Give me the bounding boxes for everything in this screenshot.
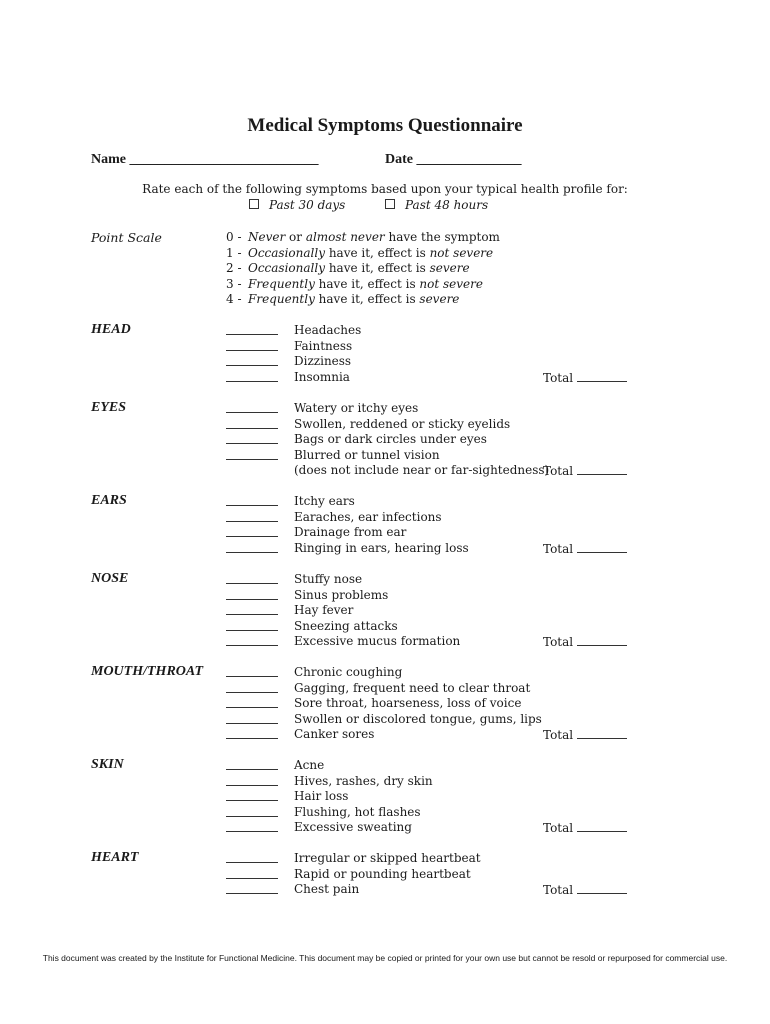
checkbox-icon[interactable]: [249, 199, 259, 209]
symptom-row: [226, 882, 574, 898]
symptom-row: [226, 509, 442, 526]
score-blank[interactable]: [226, 494, 278, 506]
section-label: EARS: [91, 493, 127, 508]
symptom-row: [226, 447, 440, 464]
section-total[interactable]: [543, 634, 627, 651]
symptom-label: Ringing in ears, hearing loss: [294, 540, 469, 555]
scale-text: Frequently: [248, 276, 315, 291]
symptom-label: Gagging, frequent need to clear throat: [294, 680, 531, 695]
symptom-label: Acne: [294, 758, 325, 772]
score-blank[interactable]: [226, 619, 278, 631]
symptom-label: Blurred or tunnel vision: [294, 447, 440, 462]
scale-text: have it, effect is: [314, 276, 420, 291]
section-label: HEAD: [91, 322, 131, 337]
scale-number: 3 -: [226, 276, 242, 291]
symptom-label: Sneezing attacks: [294, 618, 398, 633]
symptom-row: [226, 727, 574, 743]
score-blank[interactable]: [226, 727, 278, 739]
symptom-row: [226, 540, 574, 557]
symptom-label: Sinus problems: [294, 587, 389, 602]
score-blank[interactable]: [226, 401, 278, 413]
scale-text: severe: [419, 292, 460, 306]
symptom-row: [226, 773, 433, 790]
symptom-label: Excessive mucus formation: [294, 634, 461, 648]
scale-number: 0 -: [226, 230, 242, 244]
option-label: Past 30 days: [269, 198, 346, 212]
scale-text: have it, effect is: [325, 245, 430, 260]
score-blank[interactable]: [226, 867, 278, 879]
symptom-label: Excessive sweating: [294, 820, 412, 834]
symptom-label: Hair loss: [294, 789, 349, 803]
section-label: EYES: [91, 400, 127, 415]
symptom-label: Dizziness: [294, 354, 352, 368]
score-blank[interactable]: [226, 448, 278, 460]
symptom-row: [226, 432, 487, 448]
symptom-row: [226, 851, 481, 867]
score-blank[interactable]: [226, 603, 278, 615]
symptom-label: Stuffy nose: [294, 572, 363, 586]
total-label: Total: [543, 821, 574, 835]
score-blank[interactable]: [226, 541, 278, 553]
symptom-label: Earaches, ear infections: [294, 509, 442, 524]
symptom-label: Bags or dark circles under eyes: [294, 432, 487, 446]
scale-text: have it, effect is: [314, 292, 420, 306]
scale-text: or: [285, 230, 306, 244]
section-total[interactable]: [543, 820, 627, 837]
symptom-row: [226, 338, 353, 355]
symptom-list: [226, 323, 574, 385]
score-blank[interactable]: [226, 510, 278, 522]
scale-text: severe: [429, 261, 470, 275]
total-label: Total: [543, 464, 574, 478]
symptom-row: [226, 758, 325, 774]
symptom-row: [226, 804, 421, 821]
symptom-row: [226, 634, 574, 650]
date-field[interactable]: Date _______________: [385, 152, 522, 167]
score-blank[interactable]: [226, 696, 278, 708]
scale-row: [226, 277, 500, 293]
scale-text: have the symptom: [384, 230, 500, 244]
scale-text: almost never: [305, 230, 385, 244]
symptom-label: Chronic coughing: [294, 665, 403, 679]
score-blank[interactable]: [226, 417, 278, 429]
symptom-list: [226, 572, 574, 650]
scale-row: [226, 261, 500, 277]
scale-number: 4 -: [226, 292, 242, 306]
section-total[interactable]: [543, 463, 627, 480]
scale-row: [226, 292, 500, 308]
total-blank[interactable]: [577, 820, 627, 832]
symptom-label: Flushing, hot flashes: [294, 804, 421, 819]
score-blank[interactable]: [226, 758, 278, 770]
total-blank[interactable]: [577, 634, 627, 646]
symptom-label: Headaches: [294, 323, 362, 337]
symptom-note-row: [226, 463, 574, 479]
symptom-list: [226, 758, 574, 836]
total-label: Total: [543, 370, 574, 385]
score-blank[interactable]: [226, 525, 278, 537]
scale-text: not severe: [419, 276, 483, 291]
score-blank[interactable]: [226, 339, 278, 351]
symptom-row: [226, 369, 574, 386]
symptom-list: [226, 494, 574, 556]
total-label: Total: [543, 728, 574, 742]
total-label: Total: [543, 635, 574, 649]
score-blank[interactable]: [226, 370, 278, 382]
checkbox-icon[interactable]: [385, 199, 395, 209]
section-total[interactable]: [543, 727, 627, 744]
symptom-label: Hives, rashes, dry skin: [294, 773, 433, 788]
symptom-row: [226, 680, 531, 697]
option-past-48-hours[interactable]: [385, 198, 488, 212]
symptom-row: [226, 525, 407, 541]
total-blank[interactable]: [577, 463, 627, 475]
scale-text: Occasionally: [248, 261, 325, 275]
total-blank[interactable]: [577, 370, 627, 382]
scale-number: 1 -: [226, 245, 242, 260]
point-scale-label: Point Scale: [91, 230, 162, 245]
point-scale-list: [226, 230, 500, 308]
footer-notice: This document was created by the Institute for Functional Medicine. This document may be copied or printed for your own use but cannot be resold or repurposed for commercial use.: [42, 953, 728, 963]
total-blank[interactable]: [577, 727, 627, 739]
symptom-row: [226, 587, 389, 604]
symptom-label: Insomnia: [294, 369, 350, 384]
total-label: Total: [543, 541, 574, 556]
scale-number: 2 -: [226, 261, 242, 275]
symptom-label: Chest pain: [294, 882, 360, 896]
symptom-label: Sore throat, hoarseness, loss of voice: [294, 696, 522, 710]
score-blank[interactable]: [226, 805, 278, 817]
score-blank[interactable]: [226, 634, 278, 646]
scale-text: Never: [248, 230, 286, 244]
symptom-row: [226, 665, 403, 681]
symptom-label: Hay fever: [294, 603, 354, 617]
symptom-row: [226, 820, 574, 836]
symptom-label: Swollen, reddened or sticky eyelids: [294, 416, 511, 431]
score-blank[interactable]: [226, 665, 278, 677]
section-label: NOSE: [91, 571, 129, 586]
section-label: MOUTH/THROAT: [91, 664, 204, 679]
section-label: HEART: [91, 850, 139, 865]
symptom-label: Swollen or discolored tongue, gums, lips: [294, 711, 542, 726]
symptom-row: [226, 711, 542, 728]
total-blank[interactable]: [577, 882, 627, 894]
symptom-list: [226, 851, 574, 898]
symptom-list: [226, 401, 574, 479]
page-title: Medical Symptoms Questionnaire: [247, 115, 523, 136]
score-blank[interactable]: [226, 354, 278, 366]
section-total[interactable]: [543, 882, 627, 899]
scale-row: [226, 230, 500, 246]
score-blank[interactable]: [226, 820, 278, 832]
symptom-row: [226, 572, 363, 588]
symptom-label: Rapid or pounding heartbeat: [294, 866, 471, 881]
symptom-label: Watery or itchy eyes: [294, 401, 419, 415]
scale-row: [226, 246, 500, 262]
rate-instructions: Rate each of the following symptoms based upon your typical health profile for:: [142, 182, 628, 196]
score-blank[interactable]: [226, 774, 278, 786]
section-label: SKIN: [91, 757, 124, 772]
section-total[interactable]: [543, 370, 627, 387]
scale-text: Occasionally: [248, 245, 325, 260]
symptom-row: [226, 866, 471, 883]
symptom-note: (does not include near or far-sightedness): [294, 463, 550, 477]
symptom-label: Faintness: [294, 338, 353, 353]
symptom-row: [226, 416, 511, 433]
scale-text: Frequently: [248, 292, 315, 306]
score-blank[interactable]: [226, 432, 278, 444]
total-label: Total: [543, 883, 574, 897]
symptom-row: [226, 401, 419, 417]
symptom-label: Irregular or skipped heartbeat: [294, 851, 481, 865]
symptom-label: Drainage from ear: [294, 525, 407, 539]
name-field[interactable]: Name ___________________________: [91, 152, 319, 167]
symptom-row: [226, 323, 362, 339]
symptom-row: [226, 789, 349, 805]
symptom-row: [226, 603, 354, 619]
symptom-row: [226, 696, 522, 712]
symptom-label: Itchy ears: [294, 494, 355, 508]
score-blank[interactable]: [226, 789, 278, 801]
total-blank[interactable]: [577, 541, 627, 553]
symptom-row: [226, 618, 398, 635]
symptom-list: [226, 665, 574, 743]
score-blank[interactable]: [226, 323, 278, 335]
score-blank[interactable]: [226, 712, 278, 724]
section-total[interactable]: [543, 541, 627, 558]
option-label: Past 48 hours: [405, 198, 489, 212]
scale-text: not severe: [429, 245, 494, 260]
symptom-label: Canker sores: [294, 727, 375, 741]
score-blank[interactable]: [226, 681, 278, 693]
score-blank[interactable]: [226, 588, 278, 600]
score-blank[interactable]: [226, 572, 278, 584]
score-blank[interactable]: [226, 882, 278, 894]
option-past-30-days[interactable]: [249, 198, 345, 212]
symptom-row: [226, 494, 355, 510]
score-blank[interactable]: [226, 851, 278, 863]
scale-text: have it, effect is: [325, 261, 430, 275]
symptom-row: [226, 354, 352, 370]
